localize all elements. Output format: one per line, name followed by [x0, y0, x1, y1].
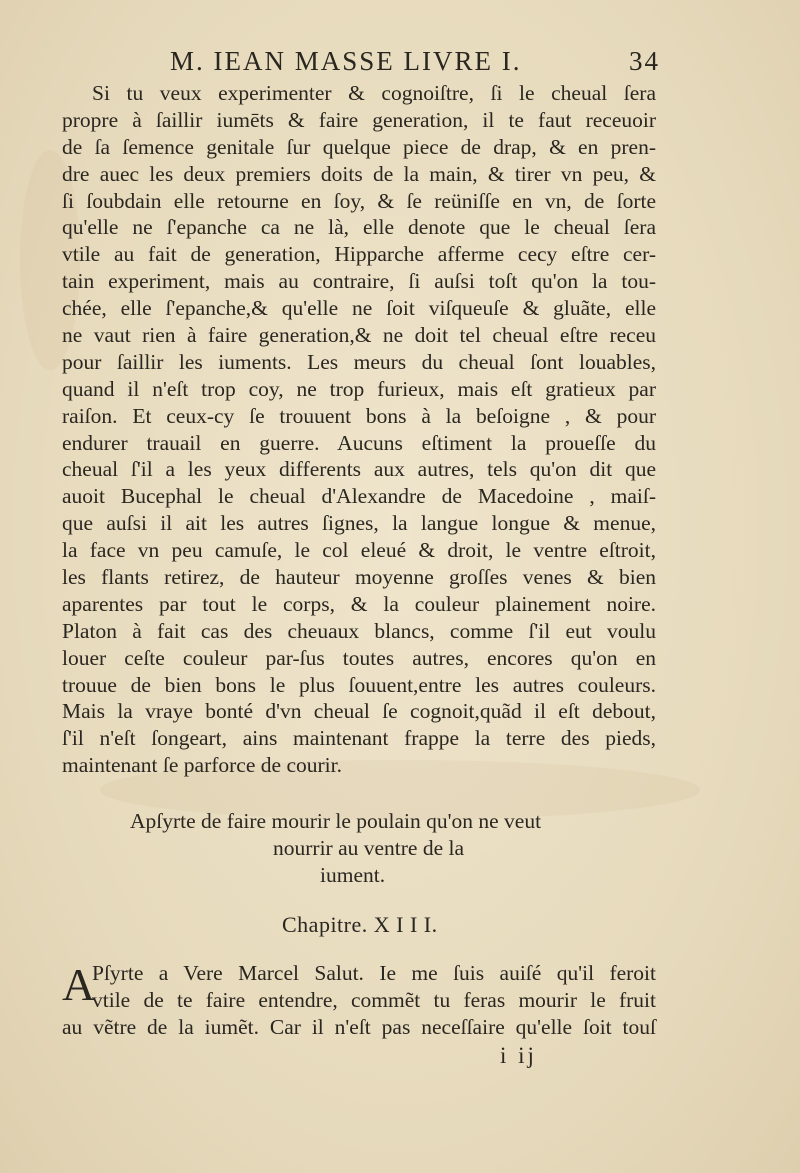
text-line: ſi ſoubdain elle retourne en ſoy, & ſe reüniſſe en vn, de ſorte [62, 188, 656, 213]
text-line: au vẽtre de la iumẽt. Car il n'eſt pas neceſſaire qu'elle ſoit touſ [62, 1015, 656, 1039]
text-line: de ſa ſemence genitale ſur quelque piece de drap, & en pren- [62, 134, 656, 159]
summary-line: nourrir au ventre de la [273, 836, 465, 860]
text-line: pour ſaillir les iuments. Les meurs du cheual ſont louables, [62, 349, 656, 374]
text-line: chée, elle ſ'epanche,& qu'elle ne ſoit viſqueuſe & gluãte, elle [62, 296, 656, 321]
text-line: vtile de te faire entendre, commẽt tu feras mourir le fruit [92, 988, 656, 1012]
text-line: ſ'il n'eſt ſongeart, ains maintenant frappe la terre des pieds, [62, 726, 656, 751]
text-line: vtile au fait de generation, Hipparche afferme cecy eſtre cer- [62, 242, 656, 267]
running-title: M. IEAN MASSE LIVRE I. [170, 46, 522, 76]
text-line: cheual ſ'il a les yeux differents aux autres, tels qu'on dit que [62, 457, 656, 482]
text-line: dre auec les deux premiers doits de la main, & tirer vn peu, & [62, 161, 656, 186]
text-line: trouue de bien bons le plus ſouuent,entre les autres couleurs. [62, 672, 656, 697]
text-line: Mais la vraye bonté d'vn cheual ſe cognoit,quãd il eſt debout, [62, 699, 656, 724]
text-line: la face vn peu camuſe, le col eleué & droit, le ventre eſtroit, [62, 538, 656, 563]
text-line: ne vaut rien à faire generation,& ne doit tel cheual eſtre receu [62, 323, 656, 348]
drop-cap: A [62, 959, 96, 1010]
text-line: Si tu veux experimenter & cognoiſtre, ſi le cheual ſera [92, 81, 656, 105]
body-text [62, 80, 656, 779]
text-line: les flants retirez, de hauteur moyenne groſſes venes & bien [62, 565, 656, 590]
chapter-heading: Chapitre. X I I I. [282, 912, 438, 937]
text-line: tain experiment, mais au contraire, ſi auſsi toſt qu'on la tou- [62, 269, 656, 294]
text-line: quand il n'eſt trop coy, ne trop furieux, mais eſt gratieux par [62, 376, 656, 401]
text-line: aparentes par tout le corps, & la couleur plainement noire. [62, 591, 656, 616]
text-line: propre à ſaillir iumēts & faire generation, il te faut receuoir [62, 107, 656, 132]
text-line: auoit Bucephal le cheual d'Alexandre de Macedoine , maiſ- [62, 484, 656, 509]
signature-mark: i ij [500, 1043, 537, 1068]
page-number: 34 [629, 46, 660, 76]
summary-line: iument. [320, 863, 386, 887]
text-line: qu'elle ne ſ'epanche ca ne là, elle denote que le cheual ſera [62, 215, 656, 240]
summary-line: Apſyrte de faire mourir le poulain qu'on ne veut [130, 809, 542, 833]
text-line: raiſon. Et ceux-cy ſe trouuent bons à la beſoigne , & pour [62, 403, 656, 428]
letter-text [62, 960, 656, 1041]
text-line: que auſsi il ait les autres ſignes, la langue longue & menue, [62, 511, 656, 536]
text-line: Platon à fait cas des cheuaux blancs, comme ſ'il eut voulu [62, 618, 656, 643]
text-line: maintenant ſe parforce de courir. [62, 753, 342, 778]
text-line: endurer trauail en guerre. Aucuns eſtiment la proueſſe du [62, 430, 656, 455]
text-line: louer ceſte couleur par-ſus toutes autres, encores qu'on en [62, 645, 656, 670]
chapter-summary [130, 808, 541, 889]
text-line: Pſyrte a Vere Marcel Salut. Ie me ſuis auiſé qu'il feroit [92, 961, 656, 985]
running-head [170, 46, 660, 77]
